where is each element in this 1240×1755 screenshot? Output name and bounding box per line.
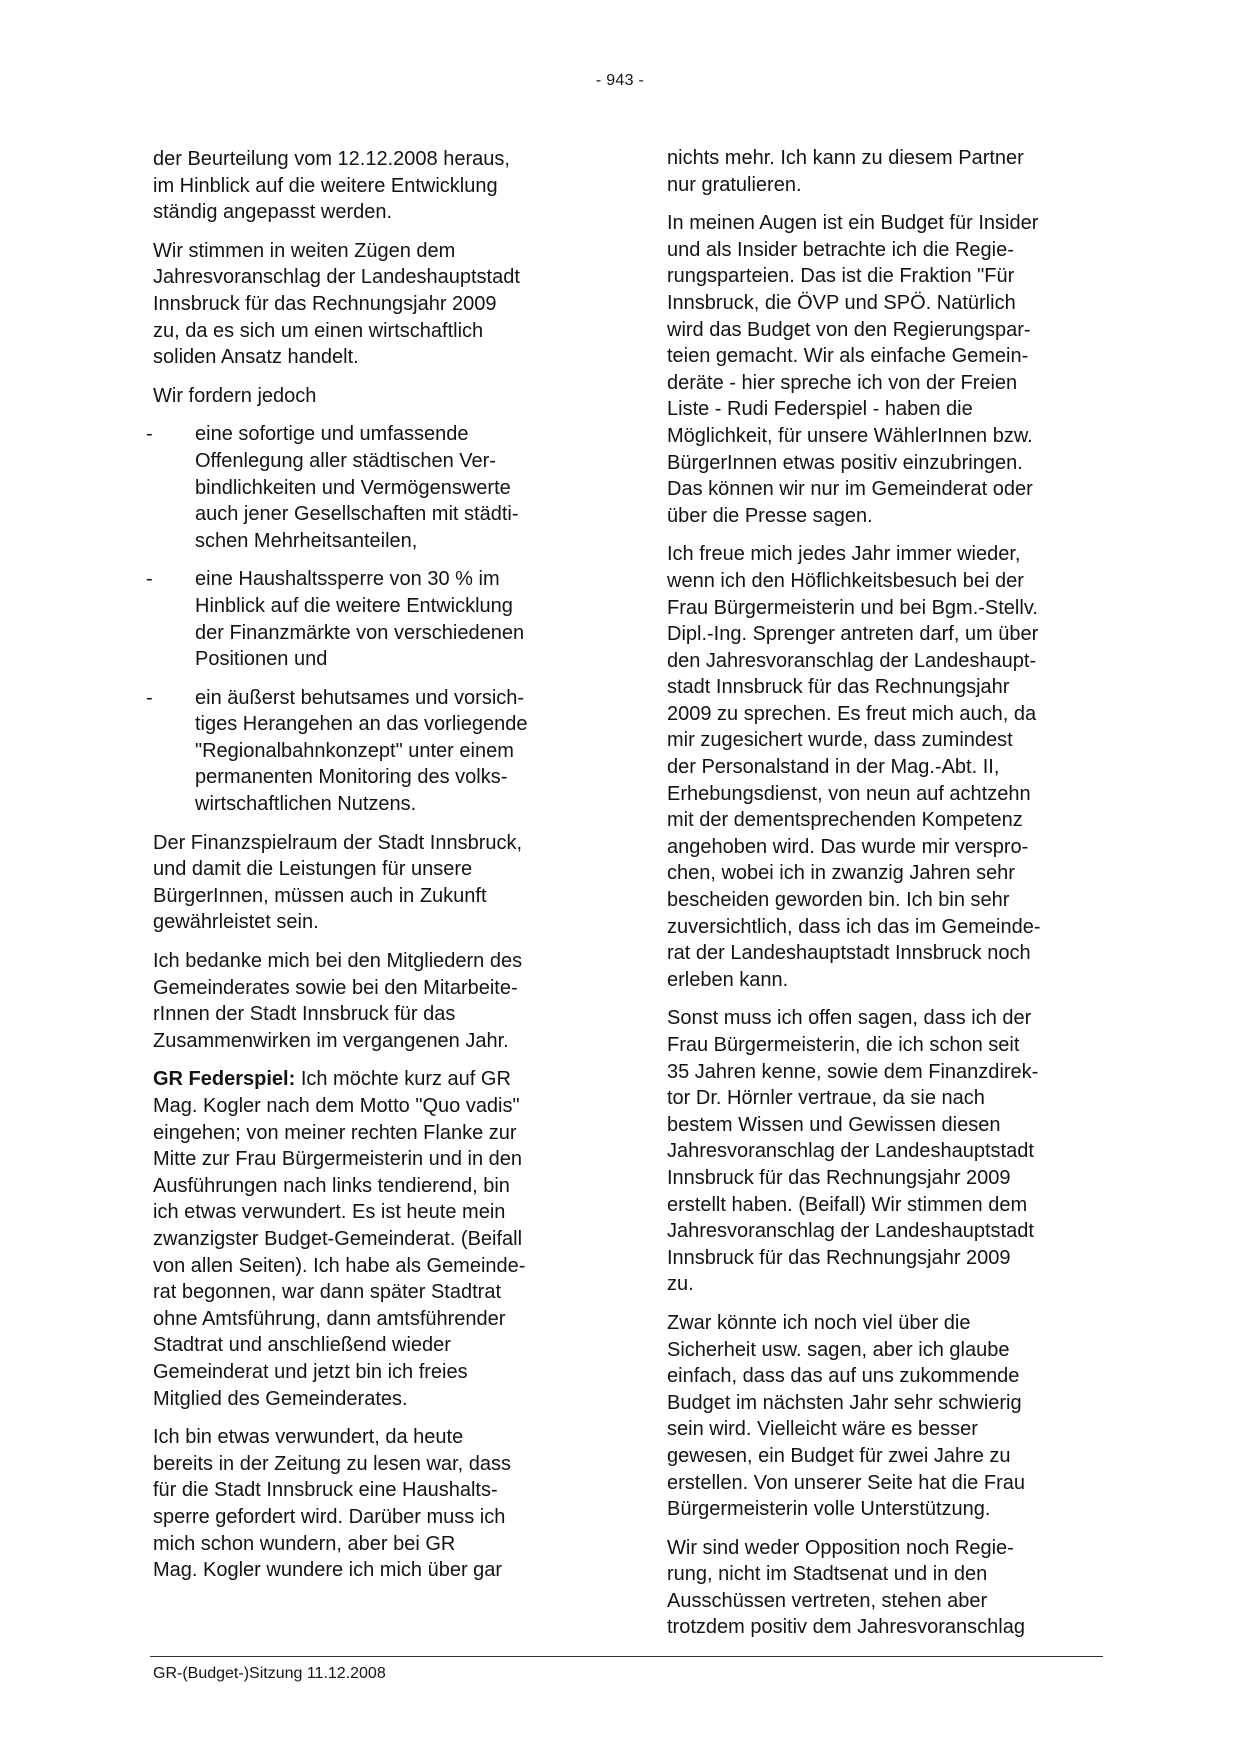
text-line: Positionen und: [195, 648, 328, 671]
text-line: teien gemacht. Wir als einfache Gemein-: [667, 345, 1029, 368]
speech-text: Ich möchte kurz auf GR: [295, 1068, 511, 1091]
text-line: Innsbruck für das Rechnungsjahr 2009: [667, 1246, 1011, 1269]
text-line: zu, da es sich um einen wirtschaftlich: [153, 319, 484, 342]
text-line: Das können wir nur im Gemeinderat oder: [667, 478, 1033, 501]
text-line: Hinblick auf die weitere Entwicklung: [195, 594, 513, 617]
text-line: Sonst muss ich offen sagen, dass ich der: [667, 1007, 1032, 1030]
text-line: ein äußerst behutsames und vorsich-: [195, 686, 525, 709]
paragraph: [153, 146, 585, 226]
text-line: Erhebungsdienst, von neun auf achtzehn: [667, 782, 1031, 805]
text-line: wird das Budget von den Regierungspar-: [667, 318, 1031, 341]
text-line: den Jahresvoranschlag der Landeshaupt-: [667, 649, 1037, 672]
text-line: Jahresvoranschlag der Landeshauptstadt: [667, 1220, 1034, 1243]
text-line: Innsbruck für das Rechnungsjahr 2009: [153, 292, 497, 315]
page-number: - 943 -: [595, 72, 645, 89]
paragraph: [153, 238, 585, 371]
text-line: mich schon wundern, aber bei GR: [153, 1532, 456, 1555]
text-line: erleben kann.: [667, 968, 789, 991]
text-line: ich etwas verwundert. Es ist heute mein: [153, 1201, 506, 1224]
speech-first-line: [153, 1066, 585, 1093]
paragraph: [667, 210, 1099, 529]
text-line: Der Finanzspielraum der Stadt Innsbruck,: [153, 831, 523, 854]
text-line: erstellen. Von unserer Seite hat die Frau: [667, 1471, 1025, 1494]
text-line: Budget im nächsten Jahr sehr schwierig: [667, 1391, 1022, 1414]
text-line: einfach, dass das auf uns zukommende: [667, 1365, 1020, 1388]
text-line: BürgerInnen etwas positiv einzubringen.: [667, 451, 1023, 474]
text-line: eine Haushaltssperre von 30 % im: [195, 568, 500, 591]
text-line: 2009 zu sprechen. Es freut mich auch, da: [667, 702, 1037, 725]
footer-divider: [150, 1656, 1103, 1657]
text-line: soliden Ansatz handelt.: [153, 346, 359, 369]
text-line: mit der dementsprechenden Kompetenz: [667, 809, 1023, 832]
list-item-text: [195, 685, 585, 818]
text-line: Mag. Kogler nach dem Motto "Quo vadis": [153, 1095, 520, 1117]
text-line: zuversichtlich, dass ich das im Gemeinde-: [667, 915, 1041, 938]
text-line: tiges Herangehen an das vorliegende: [195, 713, 528, 736]
text-line: und damit die Leistungen für unsere: [153, 858, 473, 881]
paragraph: [153, 830, 585, 936]
text-line: Ausschüssen vertreten, stehen aber: [667, 1589, 988, 1612]
text-line: bestem Wissen und Gewissen diesen: [667, 1113, 1001, 1136]
text-line: mir zugesichert wurde, dass zumindest: [667, 729, 1013, 752]
text-line: Zwar könnte ich noch viel über die: [667, 1311, 971, 1334]
dash-bullet: -: [146, 686, 153, 709]
text-line: 35 Jahren kenne, sowie dem Finanzdirek-: [667, 1060, 1039, 1083]
text-line: bescheiden geworden bin. Ich bin sehr: [667, 889, 1010, 912]
text-line: Liste - Rudi Federspiel - haben die: [667, 398, 973, 421]
text-line: trotzdem positiv dem Jahresvoranschlag: [667, 1616, 1025, 1639]
text-line: Jahresvoranschlag der Landeshauptstadt: [153, 266, 520, 289]
paragraph: [153, 948, 585, 1054]
text-line: und als Insider betrachte ich die Regie-: [667, 238, 1014, 261]
text-line: nichts mehr. Ich kann zu diesem Partner: [667, 147, 1024, 169]
footer-text: GR-(Budget-)Sitzung 11.12.2008: [153, 1665, 386, 1682]
text-line: Innsbruck für das Rechnungsjahr 2009: [667, 1166, 1011, 1189]
paragraph: [153, 383, 585, 410]
text-line: sperre gefordert wird. Darüber muss ich: [153, 1505, 506, 1528]
left-column: [146, 146, 585, 1596]
text-line: In meinen Augen ist ein Budget für Insider: [667, 212, 1039, 235]
text-line: Mitglied des Gemeinderates.: [153, 1387, 408, 1410]
text-line: BürgerInnen, müssen auch in Zukunft: [153, 884, 487, 907]
right-column: [667, 146, 1099, 1653]
text-line: bindlichkeiten und Vermögenswerte: [195, 476, 511, 499]
text-line: deräte - hier spreche ich von der Freien: [667, 371, 1018, 394]
text-line: Frau Bürgermeisterin und bei Bgm.-Stellv.: [667, 596, 1038, 619]
text-line: Stadtrat und anschließend wieder: [153, 1334, 451, 1357]
text-line: Ich bedanke mich bei den Mitgliedern des: [153, 950, 523, 973]
text-line: für die Stadt Innsbruck eine Haushalts-: [153, 1479, 498, 1502]
text-line: "Regionalbahnkonzept" unter einem: [195, 739, 514, 762]
text-line: Ich freue mich jedes Jahr immer wieder,: [667, 543, 1021, 566]
text-line: über die Presse sagen.: [667, 504, 873, 527]
speech-rest: [153, 1093, 585, 1412]
text-line: Mitte zur Frau Bürgermeisterin und in den: [153, 1148, 523, 1171]
text-line: rat der Landeshauptstadt Innsbruck noch: [667, 942, 1031, 965]
dash-bullet: -: [146, 423, 153, 446]
speaker-name: GR Federspiel:: [153, 1068, 296, 1091]
list-item-text: [195, 566, 585, 672]
paragraph: [667, 1535, 1099, 1641]
text-line: ständig angepasst werden.: [153, 201, 393, 224]
text-line: der Beurteilung vom 12.12.2008 heraus,: [153, 148, 510, 170]
text-line: Innsbruck, die ÖVP und SPÖ. Natürlich: [667, 291, 1016, 314]
text-line: sein wird. Vielleicht wäre es besser: [667, 1418, 978, 1441]
paragraph: [667, 541, 1099, 993]
text-line: Wir fordern jedoch: [153, 384, 317, 407]
text-line: der Personalstand in der Mag.-Abt. II,: [667, 756, 1000, 779]
text-line: Zusammenwirken im vergangenen Jahr.: [153, 1029, 509, 1052]
paragraph: [153, 1424, 585, 1584]
text-line: Gemeinderat und jetzt bin ich freies: [153, 1360, 468, 1383]
list-item: [146, 566, 585, 672]
text-line: rungsparteien. Das ist die Fraktion "Für: [667, 265, 1015, 288]
text-line: auch jener Gesellschaften mit städti-: [195, 503, 519, 526]
text-line: erstellt haben. (Beifall) Wir stimmen dem: [667, 1193, 1028, 1216]
text-line: Offenlegung aller städtischen Ver-: [195, 449, 496, 472]
text-line: Bürgermeisterin volle Unterstützung.: [667, 1498, 991, 1521]
text-line: tor Dr. Hörnler vertraue, da sie nach: [667, 1087, 985, 1110]
text-line: eine sofortige und umfassende: [195, 423, 469, 446]
text-line: eingehen; von meiner rechten Flanke zur: [153, 1121, 517, 1144]
text-line: rung, nicht im Stadtsenat und in den: [667, 1563, 988, 1586]
list-item: [146, 421, 585, 554]
text-line: von allen Seiten). Ich habe als Gemeinde-: [153, 1254, 526, 1277]
text-line: wirtschaftlichen Nutzens.: [195, 793, 417, 816]
text-line: Sicherheit usw. sagen, aber ich glaube: [667, 1338, 1010, 1361]
paragraph: [667, 145, 1099, 198]
text-line: Wir sind weder Opposition noch Regie-: [667, 1536, 1014, 1559]
text-line: chen, wobei ich in zwanzig Jahren sehr: [667, 862, 1015, 885]
text-line: Möglichkeit, für unsere WählerInnen bzw.: [667, 424, 1033, 447]
text-line: Frau Bürgermeisterin, die ich schon seit: [667, 1034, 1020, 1056]
text-line: Ich bin etwas verwundert, da heute: [153, 1426, 464, 1449]
text-line: Wir stimmen in weiten Zügen dem: [153, 239, 456, 262]
text-line: angehoben wird. Das wurde mir verspro-: [667, 835, 1029, 858]
dash-bullet: -: [146, 568, 153, 591]
text-line: wenn ich den Höflichkeitsbesuch bei der: [667, 569, 1024, 592]
text-line: gewesen, ein Budget für zwei Jahre zu: [667, 1444, 1011, 1467]
text-line: der Finanzmärkte von verschiedenen: [195, 621, 525, 644]
text-line: permanenten Monitoring des volks-: [195, 766, 508, 789]
text-line: Dipl.-Ing. Sprenger antreten darf, um über: [667, 623, 1039, 646]
text-line: Gemeinderates sowie bei den Mitarbeite-: [153, 976, 518, 999]
text-line: zu.: [667, 1273, 694, 1296]
text-line: rat begonnen, war dann später Stadtrat: [153, 1281, 502, 1304]
text-line: stadt Innsbruck für das Rechnungsjahr: [667, 676, 1010, 699]
paragraph: [667, 1005, 1099, 1298]
text-line: gewährleistet sein.: [153, 911, 319, 934]
text-line: Mag. Kogler wundere ich mich über gar: [153, 1559, 503, 1582]
text-line: ohne Amtsführung, dann amtsführender: [153, 1307, 506, 1330]
text-line: im Hinblick auf die weitere Entwicklung: [153, 174, 498, 197]
text-line: schen Mehrheitsanteilen,: [195, 529, 418, 552]
paragraph: [667, 1310, 1099, 1523]
text-line: zwanzigster Budget-Gemeinderat. (Beifall: [153, 1227, 523, 1250]
text-line: bereits in der Zeitung zu lesen war, dass: [153, 1452, 511, 1475]
list-item-text: [195, 421, 585, 554]
text-line: Ausführungen nach links tendierend, bin: [153, 1174, 510, 1197]
text-line: rInnen der Stadt Innsbruck für das: [153, 1003, 456, 1026]
list-item: [146, 685, 585, 818]
speech-paragraph: [153, 1066, 585, 1412]
text-line: nur gratulieren.: [667, 173, 802, 196]
text-line: Jahresvoranschlag der Landeshauptstadt: [667, 1140, 1034, 1163]
